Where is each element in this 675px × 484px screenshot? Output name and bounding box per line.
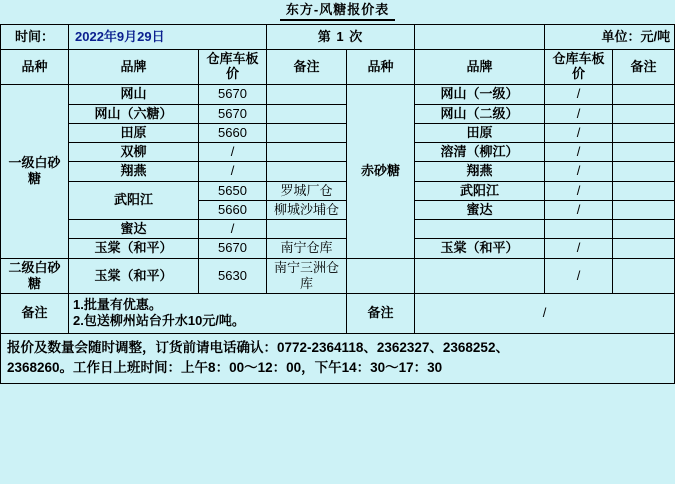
header-brand-right: 品牌 (415, 50, 545, 85)
table-row (1, 143, 675, 162)
price-cell: 5660 (199, 200, 267, 219)
remark-row (1, 294, 675, 334)
note-cell (613, 258, 675, 294)
header-remark-right: 备注 (613, 50, 675, 85)
footer-line-2: 2368260。工作日上班时间：上午8：00～12：00，下午14：30～17：30 (7, 359, 443, 375)
brand-cell: 溶清（柳江） (415, 143, 545, 162)
brand-cell: 田原 (69, 123, 199, 142)
price-cell: / (545, 181, 613, 200)
note-cell (613, 200, 675, 219)
footer-note (0, 334, 675, 385)
category-red-sugar: 赤砂糖 (347, 85, 415, 258)
table-row-grade2 (1, 258, 675, 294)
price-cell: / (545, 143, 613, 162)
price-cell: 5670 (199, 104, 267, 123)
remark-value-right: / (415, 294, 675, 334)
note-cell (613, 85, 675, 104)
header-remark-left: 备注 (267, 50, 347, 85)
unit-label: 单位：元/吨 (545, 25, 675, 50)
table-row (1, 239, 675, 258)
remark-line-2: 2.包送柳州站台升水10元/吨。 (73, 313, 245, 329)
price-cell: / (545, 104, 613, 123)
price-cell: / (545, 85, 613, 104)
remark-label-right: 备注 (347, 294, 415, 334)
note-cell (613, 162, 675, 181)
brand-cell: 网山 (69, 85, 199, 104)
note-cell (267, 162, 347, 181)
note-cell (613, 104, 675, 123)
price-cell (545, 220, 613, 239)
brand-cell: 玉棠（和平） (415, 239, 545, 258)
price-cell: 5650 (199, 181, 267, 200)
sheet-title (1, 0, 675, 25)
note-cell (613, 220, 675, 239)
brand-cell (415, 258, 545, 294)
note-cell (267, 104, 347, 123)
price-cell: / (545, 258, 613, 294)
note-cell: 南宁仓库 (267, 239, 347, 258)
note-cell (267, 220, 347, 239)
price-cell: / (545, 239, 613, 258)
category-cell-empty (347, 258, 415, 294)
meta-blank (415, 25, 545, 50)
footer-line-1: 报价及数量会随时调整，订货前请电话确认：0772-2364118、2362327、2368252、 (7, 339, 509, 355)
quote-date: 2022年9月29日 (69, 25, 267, 50)
price-cell: 5630 (199, 258, 267, 294)
note-cell: 柳城沙埔仓 (267, 200, 347, 219)
note-cell (613, 143, 675, 162)
brand-cell: 翔燕 (415, 162, 545, 181)
note-cell (613, 181, 675, 200)
price-cell: / (545, 123, 613, 142)
table-row (1, 220, 675, 239)
note-cell: 南宁三洲仓库 (267, 258, 347, 294)
price-cell: / (199, 162, 267, 181)
table-row (1, 162, 675, 181)
price-cell: / (199, 143, 267, 162)
category-grade2-white-sugar: 二级白砂糖 (1, 258, 69, 294)
note-cell (267, 85, 347, 104)
note-cell: 罗城厂仓 (267, 181, 347, 200)
brand-cell: 玉棠（和平） (69, 258, 199, 294)
header-category-left: 品种 (1, 50, 69, 85)
meta-row (1, 25, 675, 50)
remark-text (69, 294, 347, 334)
note-cell (267, 123, 347, 142)
price-cell: / (545, 162, 613, 181)
brand-cell: 双柳 (69, 143, 199, 162)
brand-cell: 网山（二级） (415, 104, 545, 123)
brand-cell: 网山（一级） (415, 85, 545, 104)
header-brand-left: 品牌 (69, 50, 199, 85)
price-cell: 5670 (199, 85, 267, 104)
header-price-right: 仓库车板价 (545, 50, 613, 85)
brand-cell: 蜜达 (415, 200, 545, 219)
price-cell: / (545, 200, 613, 219)
brand-cell: 武阳江 (69, 181, 199, 220)
brand-cell: 网山（六糖） (69, 104, 199, 123)
category-grade1-white-sugar: 一级白砂糖 (1, 85, 69, 258)
table-row (1, 104, 675, 123)
table-row (1, 85, 675, 104)
time-label: 时间： (1, 25, 69, 50)
brand-cell: 武阳江 (415, 181, 545, 200)
note-cell (613, 239, 675, 258)
brand-cell: 玉棠（和平） (69, 239, 199, 258)
issue-number: 第 1 次 (267, 25, 415, 50)
note-cell (267, 143, 347, 162)
price-cell: 5670 (199, 239, 267, 258)
brand-cell: 蜜达 (69, 220, 199, 239)
sheet-title-text: 东方-风糖报价表 (280, 2, 395, 21)
header-price-left: 仓库车板价 (199, 50, 267, 85)
remark-line-1: 1.批量有优惠。 (73, 297, 162, 312)
header-category-right: 品种 (347, 50, 415, 85)
remark-label-left: 备注 (1, 294, 69, 334)
table-row (1, 181, 675, 200)
title-row (1, 0, 675, 25)
table-row (1, 123, 675, 142)
price-cell: 5660 (199, 123, 267, 142)
brand-cell (415, 220, 545, 239)
brand-cell: 田原 (415, 123, 545, 142)
price-cell: / (199, 220, 267, 239)
header-row (1, 50, 675, 85)
brand-cell: 翔燕 (69, 162, 199, 181)
note-cell (613, 123, 675, 142)
